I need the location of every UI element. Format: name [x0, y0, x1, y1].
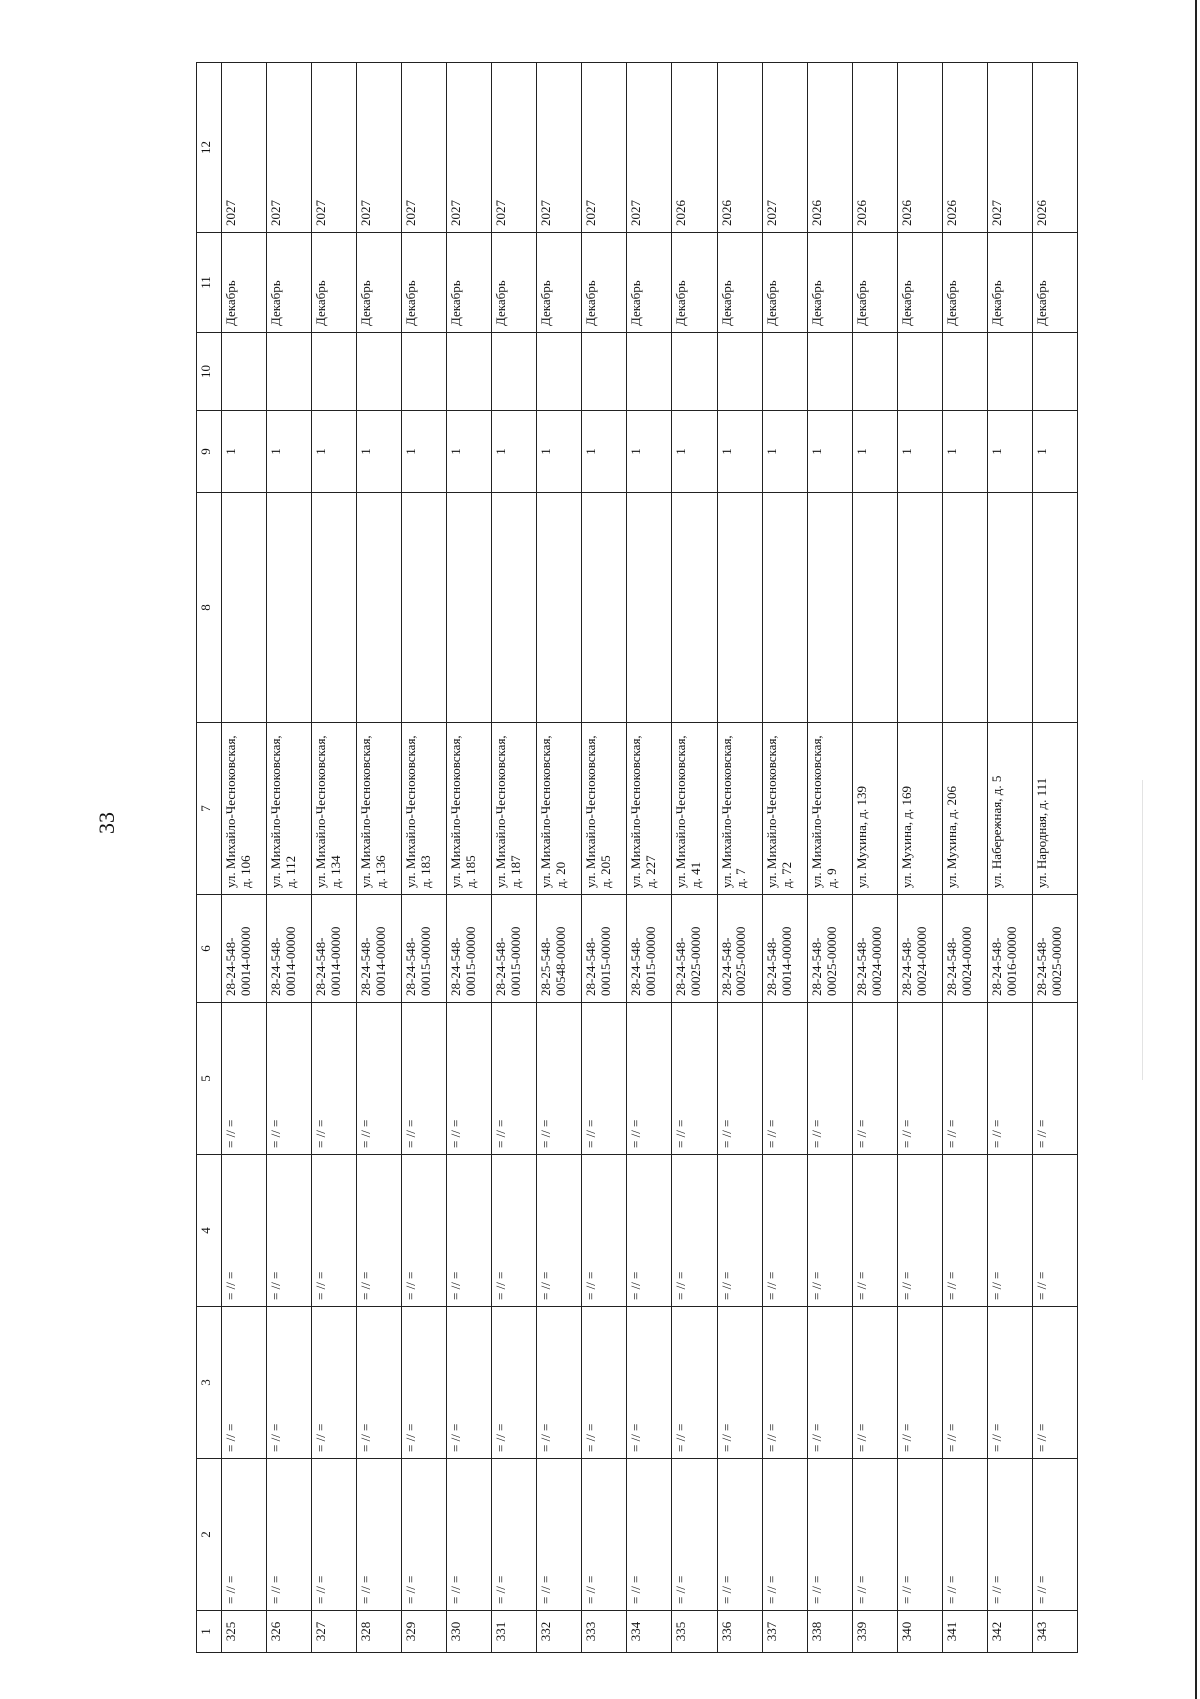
- table-cell-col-5: = // =: [942, 1003, 987, 1155]
- table-cell-col-6: 28-24-548-00015-00000: [582, 895, 627, 1003]
- table-cell-col-3: = // =: [627, 1307, 672, 1459]
- table-cell-col-5: = // =: [492, 1003, 537, 1155]
- table-cell-col-2: = // =: [942, 1459, 987, 1611]
- table-cell-col-1: 335: [672, 1611, 717, 1653]
- table-cell-col-1: 337: [762, 1611, 807, 1653]
- table-row: [627, 63, 672, 1653]
- table-cell-col-2: = // =: [402, 1459, 447, 1611]
- table-cell-col-10: [357, 333, 402, 411]
- table-cell-col-7: ул. Михайло-Чесноковская, д. 227: [627, 723, 672, 895]
- table-cell-col-12: 2027: [492, 63, 537, 233]
- table-cell-col-2: = // =: [312, 1459, 357, 1611]
- table-cell-col-12: 2026: [942, 63, 987, 233]
- table-cell-col-11: Декабрь: [447, 233, 492, 333]
- table-cell-col-7: ул. Михайло-Чесноковская, д. 136: [357, 723, 402, 895]
- table-cell-col-8: [942, 493, 987, 723]
- table-cell-col-1: 342: [987, 1611, 1032, 1653]
- table-row: [267, 63, 312, 1653]
- table-cell-col-5: = // =: [897, 1003, 942, 1155]
- table-cell-col-3: = // =: [492, 1307, 537, 1459]
- table-cell-col-7: ул. Народная, д. 111: [1032, 723, 1077, 895]
- table-cell-col-10: [627, 333, 672, 411]
- table-row: [762, 63, 807, 1653]
- table-cell-col-12: 2027: [447, 63, 492, 233]
- table-cell-col-12: 2027: [627, 63, 672, 233]
- table-cell-col-4: = // =: [942, 1155, 987, 1307]
- table-cell-col-7: ул. Михайло-Чесноковская, д. 134: [312, 723, 357, 895]
- table-cell-col-12: 2026: [807, 63, 852, 233]
- table-cell-col-3: = // =: [537, 1307, 582, 1459]
- table-cell-col-7: ул. Михайло-Чесноковская, д. 72: [762, 723, 807, 895]
- table-cell-col-8: [357, 493, 402, 723]
- table-cell-col-5: = // =: [222, 1003, 267, 1155]
- table-cell-col-2: = // =: [267, 1459, 312, 1611]
- column-header-10: 10: [197, 333, 222, 411]
- table-cell-col-4: = // =: [312, 1155, 357, 1307]
- table-cell-col-2: = // =: [762, 1459, 807, 1611]
- column-header-4: 4: [197, 1155, 222, 1307]
- table-cell-col-9: 1: [582, 411, 627, 493]
- table-cell-col-7: ул. Набережная, д. 5: [987, 723, 1032, 895]
- table-cell-col-10: [897, 333, 942, 411]
- table-cell-col-6: 28-24-548-00025-00000: [1032, 895, 1077, 1003]
- table-cell-col-12: 2026: [717, 63, 762, 233]
- table-cell-col-10: [582, 333, 627, 411]
- table-cell-col-5: = // =: [852, 1003, 897, 1155]
- table-cell-col-3: = // =: [447, 1307, 492, 1459]
- table-cell-col-1: 327: [312, 1611, 357, 1653]
- table-cell-col-1: 338: [807, 1611, 852, 1653]
- table-cell-col-5: = // =: [582, 1003, 627, 1155]
- table-cell-col-6: 28-24-548-00015-00000: [492, 895, 537, 1003]
- table-cell-col-11: Декабрь: [1032, 233, 1077, 333]
- table-cell-col-11: Декабрь: [627, 233, 672, 333]
- register-table: [196, 62, 1078, 1653]
- table-cell-col-5: = // =: [1032, 1003, 1077, 1155]
- table-cell-col-10: [1032, 333, 1077, 411]
- table-row: [537, 63, 582, 1653]
- table-cell-col-4: = // =: [402, 1155, 447, 1307]
- table-cell-col-11: Декабрь: [267, 233, 312, 333]
- table-cell-col-3: = // =: [987, 1307, 1032, 1459]
- table-cell-col-10: [942, 333, 987, 411]
- table-cell-col-9: 1: [1032, 411, 1077, 493]
- table-cell-col-4: = // =: [447, 1155, 492, 1307]
- register-table-container: [196, 63, 1078, 1653]
- table-cell-col-8: [1032, 493, 1077, 723]
- table-cell-col-5: = // =: [627, 1003, 672, 1155]
- table-cell-col-5: = // =: [402, 1003, 447, 1155]
- table-cell-col-10: [402, 333, 447, 411]
- table-cell-col-6: 28-24-548-00025-00000: [807, 895, 852, 1003]
- table-cell-col-3: = // =: [1032, 1307, 1077, 1459]
- table-cell-col-11: Декабрь: [582, 233, 627, 333]
- table-row: [852, 63, 897, 1653]
- table-cell-col-11: Декабрь: [717, 233, 762, 333]
- table-cell-col-9: 1: [807, 411, 852, 493]
- table-cell-col-5: = // =: [717, 1003, 762, 1155]
- column-header-2: 2: [197, 1459, 222, 1611]
- table-cell-col-11: Декабрь: [807, 233, 852, 333]
- table-cell-col-7: ул. Михайло-Чесноковская, д. 20: [537, 723, 582, 895]
- table-row: [447, 63, 492, 1653]
- table-cell-col-6: 28-24-548-00024-00000: [897, 895, 942, 1003]
- table-cell-col-2: = // =: [717, 1459, 762, 1611]
- table-cell-col-1: 328: [357, 1611, 402, 1653]
- table-cell-col-5: = // =: [537, 1003, 582, 1155]
- table-cell-col-6: 28-24-548-00016-00000: [987, 895, 1032, 1003]
- table-cell-col-7: ул. Михайло-Чесноковская, д. 41: [672, 723, 717, 895]
- table-cell-col-9: 1: [717, 411, 762, 493]
- table-cell-col-11: Декабрь: [537, 233, 582, 333]
- table-cell-col-8: [762, 493, 807, 723]
- table-cell-col-7: ул. Мухина, д. 139: [852, 723, 897, 895]
- table-cell-col-3: = // =: [762, 1307, 807, 1459]
- table-cell-col-1: 339: [852, 1611, 897, 1653]
- table-cell-col-3: = // =: [222, 1307, 267, 1459]
- table-cell-col-8: [537, 493, 582, 723]
- table-cell-col-8: [582, 493, 627, 723]
- table-cell-col-9: 1: [447, 411, 492, 493]
- table-cell-col-6: 28-24-548-00025-00000: [717, 895, 762, 1003]
- table-cell-col-10: [762, 333, 807, 411]
- table-cell-col-7: ул. Михайло-Чесноковская, д. 106: [222, 723, 267, 895]
- table-cell-col-10: [312, 333, 357, 411]
- table-cell-col-5: = // =: [807, 1003, 852, 1155]
- table-cell-col-3: = // =: [672, 1307, 717, 1459]
- table-cell-col-1: 336: [717, 1611, 762, 1653]
- table-cell-col-2: = // =: [627, 1459, 672, 1611]
- table-cell-col-7: ул. Михайло-Чесноковская, д. 187: [492, 723, 537, 895]
- table-cell-col-9: 1: [222, 411, 267, 493]
- table-cell-col-3: = // =: [267, 1307, 312, 1459]
- table-cell-col-12: 2027: [222, 63, 267, 233]
- table-cell-col-7: ул. Михайло-Чесноковская, д. 205: [582, 723, 627, 895]
- table-cell-col-6: 28-24-548-00025-00000: [672, 895, 717, 1003]
- table-cell-col-4: = // =: [852, 1155, 897, 1307]
- table-cell-col-3: = // =: [942, 1307, 987, 1459]
- table-cell-col-9: 1: [357, 411, 402, 493]
- column-number-header-row: [197, 63, 222, 1653]
- table-cell-col-1: 334: [627, 1611, 672, 1653]
- table-cell-col-12: 2027: [762, 63, 807, 233]
- table-cell-col-10: [987, 333, 1032, 411]
- table-cell-col-11: Декабрь: [987, 233, 1032, 333]
- table-cell-col-4: = // =: [582, 1155, 627, 1307]
- table-cell-col-6: 28-24-548-00014-00000: [762, 895, 807, 1003]
- table-cell-col-10: [672, 333, 717, 411]
- table-cell-col-8: [672, 493, 717, 723]
- table-cell-col-8: [267, 493, 312, 723]
- table-cell-col-9: 1: [942, 411, 987, 493]
- table-cell-col-9: 1: [672, 411, 717, 493]
- column-header-6: 6: [197, 895, 222, 1003]
- table-cell-col-12: 2026: [1032, 63, 1077, 233]
- table-cell-col-9: 1: [627, 411, 672, 493]
- table-cell-col-1: 331: [492, 1611, 537, 1653]
- table-cell-col-1: 343: [1032, 1611, 1077, 1653]
- table-cell-col-6: 28-24-548-00014-00000: [312, 895, 357, 1003]
- table-cell-col-6: 28-24-548-00015-00000: [447, 895, 492, 1003]
- table-cell-col-2: = // =: [987, 1459, 1032, 1611]
- table-row: [987, 63, 1032, 1653]
- table-cell-col-8: [807, 493, 852, 723]
- table-cell-col-5: = // =: [447, 1003, 492, 1155]
- table-cell-col-8: [852, 493, 897, 723]
- table-cell-col-8: [717, 493, 762, 723]
- table-cell-col-12: 2027: [267, 63, 312, 233]
- table-cell-col-6: 28-24-548-00014-00000: [222, 895, 267, 1003]
- table-cell-col-7: ул. Михайло-Чесноковская, д. 185: [447, 723, 492, 895]
- table-cell-col-4: = // =: [537, 1155, 582, 1307]
- table-cell-col-8: [987, 493, 1032, 723]
- table-cell-col-12: 2026: [672, 63, 717, 233]
- table-cell-col-4: = // =: [897, 1155, 942, 1307]
- table-cell-col-2: = // =: [582, 1459, 627, 1611]
- table-row: [357, 63, 402, 1653]
- table-cell-col-12: 2026: [897, 63, 942, 233]
- table-cell-col-7: ул. Мухина, д. 206: [942, 723, 987, 895]
- table-cell-col-10: [807, 333, 852, 411]
- table-row: [582, 63, 627, 1653]
- table-cell-col-8: [492, 493, 537, 723]
- table-cell-col-4: = // =: [492, 1155, 537, 1307]
- table-cell-col-5: = // =: [357, 1003, 402, 1155]
- table-cell-col-5: = // =: [267, 1003, 312, 1155]
- table-cell-col-2: = // =: [672, 1459, 717, 1611]
- table-cell-col-2: = // =: [357, 1459, 402, 1611]
- table-cell-col-1: 325: [222, 1611, 267, 1653]
- table-cell-col-12: 2027: [312, 63, 357, 233]
- table-cell-col-9: 1: [267, 411, 312, 493]
- table-row: [807, 63, 852, 1653]
- table-cell-col-2: = // =: [1032, 1459, 1077, 1611]
- table-cell-col-4: = // =: [1032, 1155, 1077, 1307]
- table-cell-col-1: 330: [447, 1611, 492, 1653]
- table-cell-col-9: 1: [312, 411, 357, 493]
- table-cell-col-5: = // =: [987, 1003, 1032, 1155]
- table-cell-col-7: ул. Михайло-Чесноковская, д. 7: [717, 723, 762, 895]
- table-cell-col-9: 1: [762, 411, 807, 493]
- table-cell-col-9: 1: [537, 411, 582, 493]
- table-cell-col-4: = // =: [267, 1155, 312, 1307]
- table-row: [492, 63, 537, 1653]
- table-cell-col-5: = // =: [762, 1003, 807, 1155]
- table-cell-col-10: [852, 333, 897, 411]
- table-cell-col-5: = // =: [312, 1003, 357, 1155]
- table-cell-col-1: 326: [267, 1611, 312, 1653]
- table-cell-col-4: = // =: [987, 1155, 1032, 1307]
- table-cell-col-10: [447, 333, 492, 411]
- table-cell-col-3: = // =: [357, 1307, 402, 1459]
- table-cell-col-2: = // =: [222, 1459, 267, 1611]
- table-cell-col-6: 28-25-548-00548-00000: [537, 895, 582, 1003]
- table-cell-col-3: = // =: [582, 1307, 627, 1459]
- table-cell-col-4: = // =: [627, 1155, 672, 1307]
- table-cell-col-11: Декабрь: [852, 233, 897, 333]
- table-cell-col-10: [267, 333, 312, 411]
- table-cell-col-11: Декабрь: [402, 233, 447, 333]
- table-cell-col-1: 333: [582, 1611, 627, 1653]
- table-cell-col-6: 28-24-548-00014-00000: [267, 895, 312, 1003]
- table-cell-col-11: Декабрь: [222, 233, 267, 333]
- table-cell-col-11: Декабрь: [357, 233, 402, 333]
- table-cell-col-2: = // =: [852, 1459, 897, 1611]
- table-cell-col-8: [312, 493, 357, 723]
- page-edge-line: [1195, 0, 1197, 1699]
- table-cell-col-4: = // =: [222, 1155, 267, 1307]
- column-header-12: 12: [197, 63, 222, 233]
- table-cell-col-10: [717, 333, 762, 411]
- table-cell-col-3: = // =: [717, 1307, 762, 1459]
- column-header-7: 7: [197, 723, 222, 895]
- table-cell-col-4: = // =: [762, 1155, 807, 1307]
- table-cell-col-4: = // =: [672, 1155, 717, 1307]
- table-cell-col-12: 2026: [852, 63, 897, 233]
- table-cell-col-2: = // =: [447, 1459, 492, 1611]
- column-header-5: 5: [197, 1003, 222, 1155]
- table-cell-col-8: [627, 493, 672, 723]
- table-cell-col-4: = // =: [807, 1155, 852, 1307]
- table-cell-col-6: 28-24-548-00024-00000: [852, 895, 897, 1003]
- table-cell-col-2: = // =: [537, 1459, 582, 1611]
- table-cell-col-5: = // =: [672, 1003, 717, 1155]
- table-cell-col-6: 28-24-548-00015-00000: [627, 895, 672, 1003]
- table-cell-col-11: Декабрь: [672, 233, 717, 333]
- table-cell-col-11: Декабрь: [897, 233, 942, 333]
- table-cell-col-10: [537, 333, 582, 411]
- column-header-9: 9: [197, 411, 222, 493]
- table-cell-col-3: = // =: [312, 1307, 357, 1459]
- page-number: 33: [94, 812, 119, 834]
- column-header-8: 8: [197, 493, 222, 723]
- table-cell-col-9: 1: [987, 411, 1032, 493]
- table-cell-col-6: 28-24-548-00014-00000: [357, 895, 402, 1003]
- table-cell-col-11: Декабрь: [492, 233, 537, 333]
- table-cell-col-12: 2027: [357, 63, 402, 233]
- table-cell-col-2: = // =: [807, 1459, 852, 1611]
- table-cell-col-9: 1: [492, 411, 537, 493]
- table-cell-col-1: 340: [897, 1611, 942, 1653]
- table-cell-col-7: ул. Михайло-Чесноковская, д. 9: [807, 723, 852, 895]
- table-cell-col-4: = // =: [717, 1155, 762, 1307]
- table-cell-col-12: 2027: [402, 63, 447, 233]
- table-row: [402, 63, 447, 1653]
- table-cell-col-12: 2027: [987, 63, 1032, 233]
- table-cell-col-12: 2027: [537, 63, 582, 233]
- table-row: [312, 63, 357, 1653]
- table-cell-col-1: 329: [402, 1611, 447, 1653]
- table-cell-col-1: 332: [537, 1611, 582, 1653]
- table-body: [222, 63, 1078, 1653]
- table-cell-col-10: [492, 333, 537, 411]
- table-cell-col-11: Декабрь: [942, 233, 987, 333]
- table-cell-col-7: ул. Михайло-Чесноковская, д. 112: [267, 723, 312, 895]
- table-cell-col-7: ул. Мухина, д. 169: [897, 723, 942, 895]
- table-row: [222, 63, 267, 1653]
- table-row: [1032, 63, 1077, 1653]
- table-cell-col-8: [402, 493, 447, 723]
- table-row: [942, 63, 987, 1653]
- column-header-11: 11: [197, 233, 222, 333]
- table-cell-col-1: 341: [942, 1611, 987, 1653]
- table-cell-col-9: 1: [852, 411, 897, 493]
- table-cell-col-7: ул. Михайло-Чесноковская, д. 183: [402, 723, 447, 895]
- table-cell-col-9: 1: [897, 411, 942, 493]
- table-cell-col-4: = // =: [357, 1155, 402, 1307]
- table-cell-col-2: = // =: [492, 1459, 537, 1611]
- table-cell-col-3: = // =: [852, 1307, 897, 1459]
- column-header-3: 3: [197, 1307, 222, 1459]
- table-row: [897, 63, 942, 1653]
- table-cell-col-11: Декабрь: [762, 233, 807, 333]
- table-cell-col-8: [897, 493, 942, 723]
- table-cell-col-6: 28-24-548-00024-00000: [942, 895, 987, 1003]
- table-row: [717, 63, 762, 1653]
- table-row: [672, 63, 717, 1653]
- table-cell-col-2: = // =: [897, 1459, 942, 1611]
- table-cell-col-11: Декабрь: [312, 233, 357, 333]
- table-cell-col-10: [222, 333, 267, 411]
- table-cell-col-3: = // =: [807, 1307, 852, 1459]
- table-cell-col-8: [447, 493, 492, 723]
- column-header-1: 1: [197, 1611, 222, 1653]
- table-cell-col-6: 28-24-548-00015-00000: [402, 895, 447, 1003]
- table-cell-col-3: = // =: [897, 1307, 942, 1459]
- table-cell-col-3: = // =: [402, 1307, 447, 1459]
- table-cell-col-12: 2027: [582, 63, 627, 233]
- margin-mark: [1142, 780, 1143, 1080]
- table-cell-col-8: [222, 493, 267, 723]
- table-cell-col-9: 1: [402, 411, 447, 493]
